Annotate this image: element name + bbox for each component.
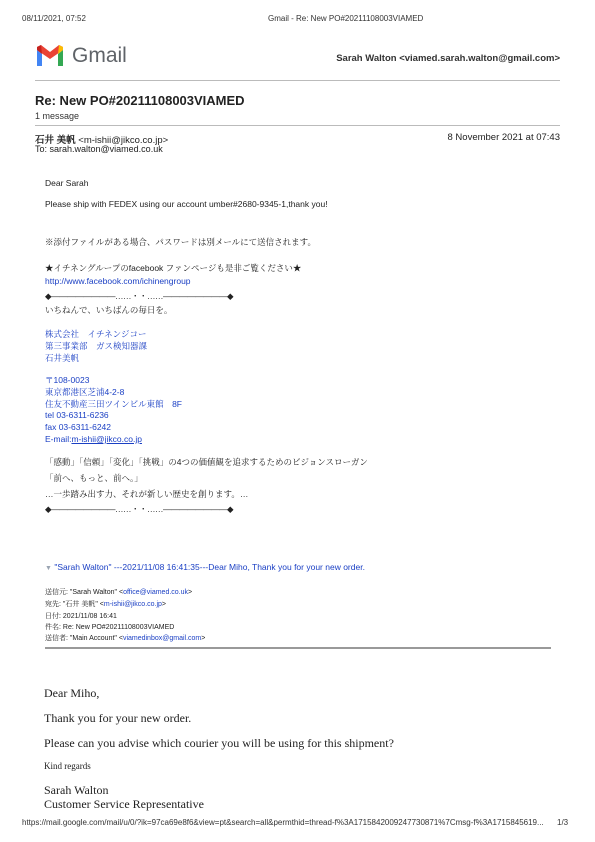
meta-to-email[interactable]: m-ishii@jikco.co.jp [103,601,162,608]
meta-subject [45,622,174,632]
account-label: Sarah Walton <viamed.sarah.walton@gmail.com> [336,53,560,64]
facebook-note: ★イチネングループのfacebook ファンページも是非ご覧ください★ [45,263,302,273]
meta-via [45,633,205,643]
quoted-regards: Kind regards [44,761,91,771]
message-date: 8 November 2021 at 07:43 [447,132,560,143]
quoted-toggle[interactable] [45,562,365,572]
meta-date [45,611,117,621]
from-name: 石井 美帆 [35,135,76,146]
sig-dept: 第三事業部 ガス検知器課 [45,341,148,351]
slogan-line-3: …一歩踏み出す力、それが新しい歴史を創ります。… [45,489,249,499]
motto: いちねんで、いちばんの毎日を。 [45,305,173,315]
divider-line-1: ◆――――――――……・・……――――――――◆ [45,291,234,301]
quoted-line2: Please can you advise which courier you will be using for this shipment? [44,736,394,750]
meta-sender-end: > [188,589,193,596]
subject-divider [35,125,560,126]
from-email: <m-ishii@jikco.co.jp> [78,135,169,146]
slogan-line-1: 「感動」「信頼」「変化」「挑戦」の4つの価値観を追求するためのビジョンスローガン [45,457,368,467]
sig-tel: tel 03-6311-6236 [45,410,109,420]
meta-subject-value: Re: New PO#20211108003VIAMED [62,624,175,631]
header-divider [35,80,560,81]
quote-divider [45,647,551,649]
sig-email-link[interactable]: m-ishii@jikco.co.jp [71,434,142,444]
meta-sender-label: 送信元: [45,589,68,596]
sig-email-label: E-mail: [45,434,72,444]
thread-subject: Re: New PO#20211108003VIAMED [35,93,245,108]
divider-line-2: ◆――――――――……・・……――――――――◆ [45,504,234,514]
gmail-logo-text: Gmail [72,44,127,67]
meta-to [45,599,166,609]
body-line1: Please ship with FEDEX using our account umber#2680-9345-1,thank you! [45,199,328,209]
expand-arrow-icon: ▼ [45,565,52,572]
gmail-logo-icon [35,44,65,68]
quoted-line1: Thank you for your new order. [44,711,192,725]
quoted-sig-name: Sarah Walton [44,783,109,797]
meta-subject-label: 件名: [45,624,61,631]
sig-email-row [45,434,142,444]
meta-via-email[interactable]: viamedinbox@gmail.com [122,635,202,642]
body-greeting: Dear Sarah [45,178,89,188]
sig-company: 株式会社 イチネンジコー [45,329,147,339]
quoted-sig-role: Customer Service Representative [44,797,204,811]
meta-via-end: > [201,635,206,642]
meta-to-label: 宛先: [45,601,61,608]
addr-line2: 住友不動産三田ツインビル東館 8F [45,399,182,409]
attach-note: ※添付ファイルがある場合、パスワードは別メールにて送信されます。 [45,237,316,247]
facebook-link[interactable]: http://www.facebook.com/ichinengroup [45,276,191,286]
print-footer-url: https://mail.google.com/mail/u/0/?ik=97ca69e8f6&view=pt&search=all&permthid=thread-f%3A1715842009247730871%7Cmsg-f%3A1715845619... [22,818,544,827]
meta-to-end: > [161,601,167,608]
meta-sender-name: "Sarah Walton" < [69,589,124,596]
meta-via-label: 送信者: [45,635,68,642]
meta-to-name: "石井 美帆" < [62,601,104,608]
meta-sender-email[interactable]: office@viamed.co.uk [123,589,189,596]
slogan-line-2: 「前へ、もっと、前へ。」 [45,473,143,483]
message-to: To: sarah.walton@viamed.co.uk [35,144,163,154]
meta-sender [45,587,192,597]
addr-zip: 〒108-0023 [45,375,90,385]
quoted-greeting: Dear Miho, [44,686,100,700]
meta-via-name: "Main Account" < [69,635,123,642]
meta-date-value: 2021/11/08 16:41 [62,613,117,620]
print-page-number: 1/3 [557,818,569,827]
addr-line1: 東京都港区芝浦4-2-8 [45,387,125,397]
print-datetime: 08/11/2021, 07:52 [22,14,86,23]
sig-name: 石井美帆 [45,353,80,363]
meta-date-label: 日付: [45,613,61,620]
print-title: Gmail - Re: New PO#20211108003VIAMED [268,14,424,23]
sig-fax: fax 03-6311-6242 [45,422,112,432]
quoted-toggle-label[interactable]: "Sarah Walton" ---2021/11/08 16:41:35---Dear Miho, Thank you for your new order. [54,562,365,572]
message-count: 1 message [35,111,80,121]
